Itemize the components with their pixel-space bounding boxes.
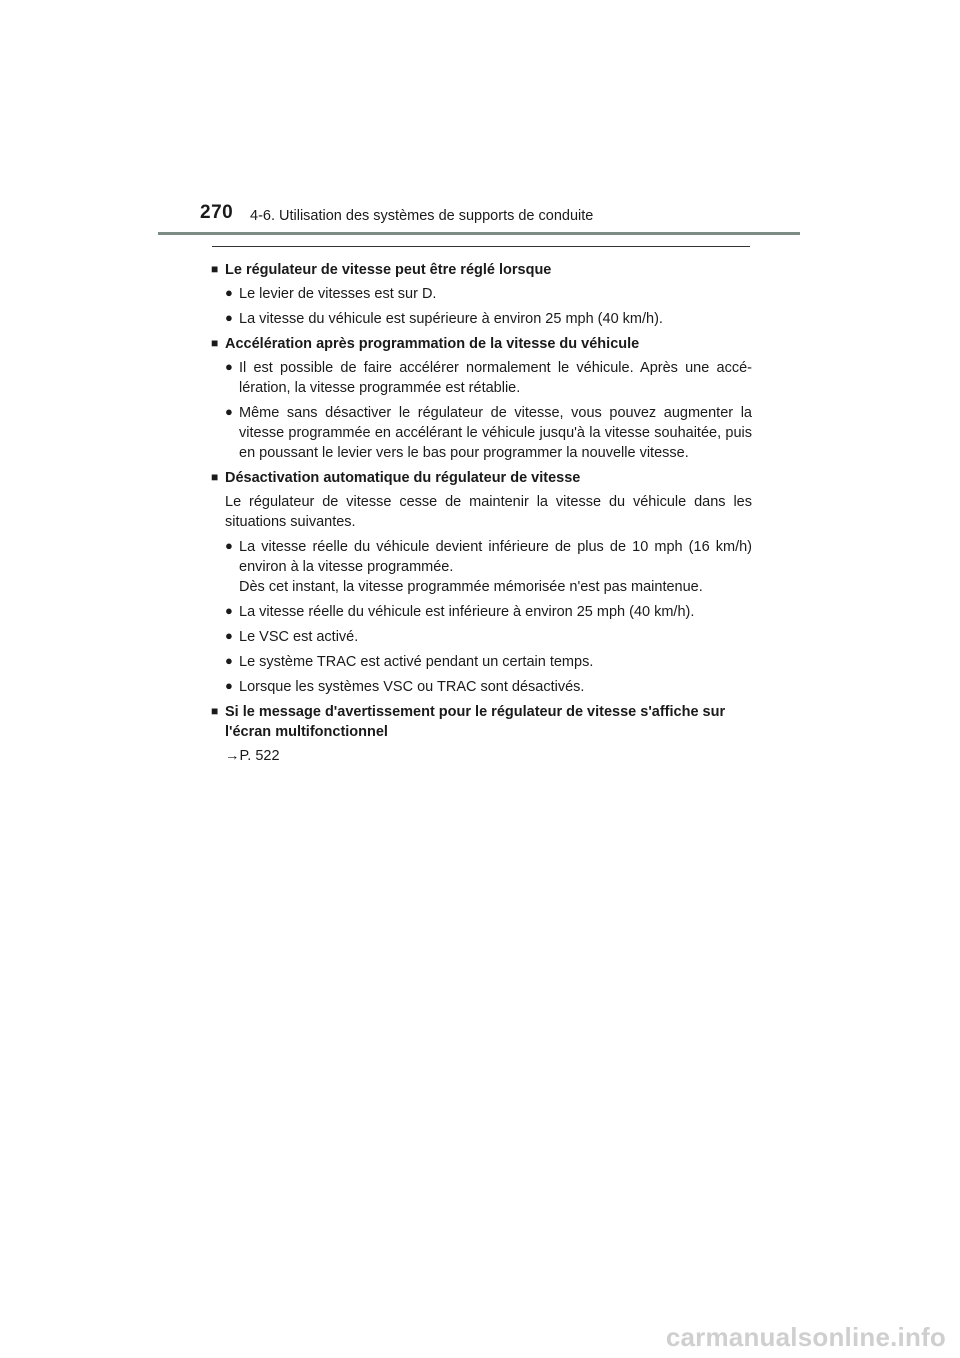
square-bullet-icon: ■ [211,336,219,350]
section-heading [211,702,752,742]
list-item-text: Le système TRAC est activé pendant un certain temps. [239,654,594,670]
list-item-text: Le VSC est activé. [239,629,359,645]
dot-bullet-icon: ● [225,678,233,693]
page-reference[interactable] [225,746,752,766]
dot-bullet-icon: ● [225,653,233,668]
list-item-main: La vitesse réelle du véhicule devient inférieure de plus de 10 mph (16 km/h) environ à la vitesse programmée. [239,539,752,575]
square-bullet-icon: ■ [211,704,219,718]
section-heading [211,334,752,354]
page-number: 270 [200,202,234,223]
page-content [211,256,752,771]
dot-bullet-icon: ● [225,285,233,300]
list-item [225,677,752,697]
square-bullet-icon: ■ [211,470,219,484]
list-item [225,627,752,647]
list-item [225,403,752,463]
dot-bullet-icon: ● [225,538,233,553]
section-heading-text: Si le message d'avertissement pour le régulateur de vitesse s'affiche sur l'écran multifonctionnel [225,704,726,740]
dot-bullet-icon: ● [225,359,233,374]
section-heading [211,468,752,488]
square-bullet-icon: ■ [211,262,219,276]
list-item-extra: Dès cet instant, la vitesse programmée mémorisée n'est pas maintenue. [239,579,703,595]
section-heading-text: Accélération après programmation de la vitesse du véhicule [225,336,640,352]
list-item [225,602,752,622]
list-item-text: La vitesse réelle du véhicule est inférieure à environ 25 mph (40 km/h). [239,604,695,620]
dot-bullet-icon: ● [225,603,233,618]
chapter-title: 4-6. Utilisation des systèmes de supports de conduite [250,208,594,224]
list-item-text [239,537,752,597]
arrow-right-icon: → [225,748,240,764]
dot-bullet-icon: ● [225,310,233,325]
list-item-text: La vitesse du véhicule est supérieure à environ 25 mph (40 km/h). [239,311,663,327]
watermark: carmanualsonline.info [665,1322,946,1352]
list-item-text: Le levier de vitesses est sur D. [239,286,437,302]
list-item-text: Lorsque les systèmes VSC ou TRAC sont désactivés. [239,679,585,695]
list-item [225,309,752,329]
page-reference-text: P. 522 [239,748,280,764]
section-heading [211,260,752,280]
list-item-text: Même sans désactiver le régulateur de vitesse, vous pouvez augmenter la vitesse programmée en accélérant le véhicule jusqu'à la vitesse souhaitée, puis en poussant le levier vers le bas pour programmer la nouvelle vitesse. [239,405,752,461]
header-rule [158,232,800,235]
content-rule [212,246,750,247]
list-item [225,652,752,672]
section-intro: Le régulateur de vitesse cesse de maintenir la vitesse du véhicule dans les situations suivantes. [225,494,752,530]
dot-bullet-icon: ● [225,628,233,643]
list-item-text: Il est possible de faire accélérer normalement le véhicule. Après une accé-lération, la vitesse programmée est rétablie. [239,360,752,396]
list-item [225,358,752,398]
section-heading-text: Le régulateur de vitesse peut être réglé lorsque [225,262,552,278]
list-item [225,537,752,597]
dot-bullet-icon: ● [225,404,233,419]
list-item [225,284,752,304]
section-heading-text: Désactivation automatique du régulateur de vitesse [225,470,581,486]
